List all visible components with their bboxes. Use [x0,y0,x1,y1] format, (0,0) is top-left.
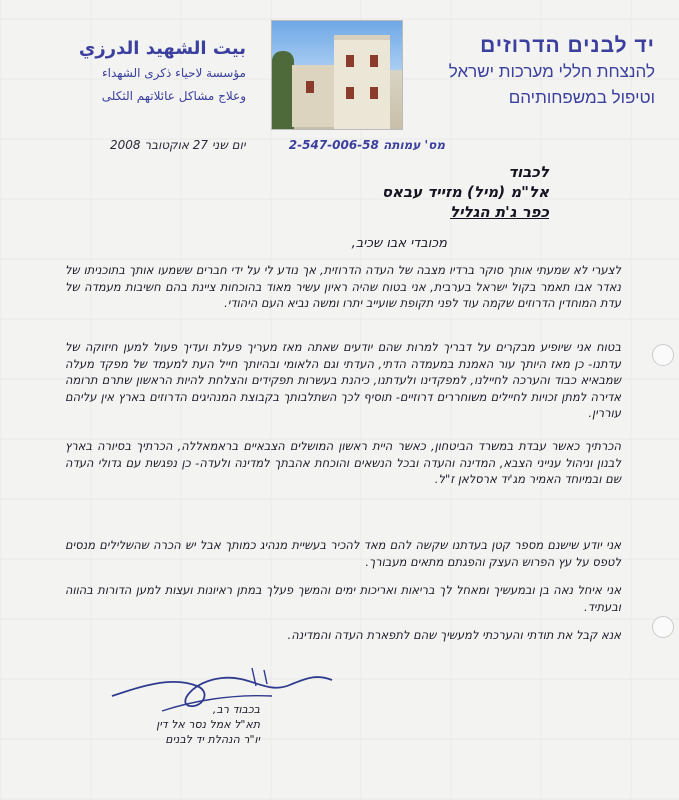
paragraph-3: הכרתיך כאשר עבדת במשרד הביטחון, כאשר היית ראשון המושלים הצבאיים בראמאללה, הכרתיך בסיורה בארץ לבנון וניהול ענייני הצבא, המדינה והעדה ובכל הנשאים והוכחת אהבתך למדינה ולעדה- כן נפגשת עם גדולי העדה שם ובמיוחד האמיר מג'יד ארסלאן ז"ל. [65,439,621,486]
org-name-arabic: بيت الشهيد الدرزي [78,38,246,59]
paragraph-5: אני איחל נאה בן ובמעשיך ומאחל לך בריאות ואריכות ימים והמשך פעלך במתן ראיונות ועצות למען הדורות בהווה ובעתיד. [65,583,621,614]
closing-line: בכבוד רב, [212,703,260,716]
signer-name: תא"ל אמל נסר אל דין [156,718,260,731]
org-care-hebrew: וטיפול במשפחותיהם [508,88,655,107]
paragraph-4: אני יודע שישנם מספר קטן בעדתנו שקשה להם מאד להכיר בעשיית מנהיג כמותך אבל יש הכרה שהשלילים מנסים לטפס על עץ הפרוש העצק והפגתם מתאים מעבורך. [65,538,621,569]
hebrew-letterhead [425,33,655,111]
greeting: מכובדי אבו שכיב, [351,236,447,251]
org-purpose-hebrew: להנצחת חללי מערכות ישראל [448,62,655,81]
paragraph-1: לצערי לא שמעתי אותך סוקר ברדיו מצבה של העדה הדרוזית, אך נודע לי על ידי חברים ששמעו אותך בתוכניתו של נאדר אבו תאמר בקול ישראל בערבית, אני בטוח שהיה ראיון עשיר מאוד בהוכחות ציינת בהם חשיבות מעמדה של עדת המוחדין הדרוזים שקמה עוד לפני תקופת שועייב יתרו ומשה נביא העם היהודי. [65,263,621,310]
recipient-place: כפר ג'ת הגליל [450,203,549,221]
recipient-salutation: לכבוד [508,163,549,181]
org-care-arabic: وعلاج مشاكل عائلاتهم الثكلى [101,89,246,103]
letter-date: יום שני 27 אוקטובר 2008 [110,138,246,152]
recipient-block [382,162,549,222]
registration-number: מס' עמותה 2-547-006-58 [288,138,445,152]
paragraph-2: בטוח אני שיופיע מבקרים על דבריך למרות שהם יודעים שאתה מאז מעריך פעלת ועדיך פעול למען חיזוקה של עדתנו- כן מאז היותך עור האמנת במעמדה הדתי, העדתי וגם הלאומי ובהיותך חייל העת למעמד של מפקד מעלה שמבאיא כבוד והערכה לחיילנו, למפקדינו ולעדתנו, כיהנת בעשרות תפקידים והצלחת להיות הראשון שתרם תרומה אדירה למתן זכויות לחיילים משוחררים דרוזיים- תוסיף לכך השתלבותך בקבוצת המנהיגים הדרוזים בארץ אין עליהם עוררין. [65,340,621,420]
punch-hole [652,344,674,366]
recipient-name: אל"מ (מיל) מזייד עבאס [381,183,549,201]
signature-block [100,702,260,747]
paragraph-6: אנא קבל את תודתי והערכתי למעשיך שהם לתפארת העדה והמדינה. [287,628,621,642]
signer-title: יו"ר הנהלת יד לבנים [165,733,260,746]
punch-hole [652,616,674,638]
arabic-letterhead [36,36,246,108]
org-purpose-arabic: مؤسسة لاحياء ذكرى الشهداء [101,66,246,80]
building-photo [271,20,403,130]
letter-meta [110,138,445,152]
org-name-hebrew: יד לבנים הדרוזים [480,34,655,57]
